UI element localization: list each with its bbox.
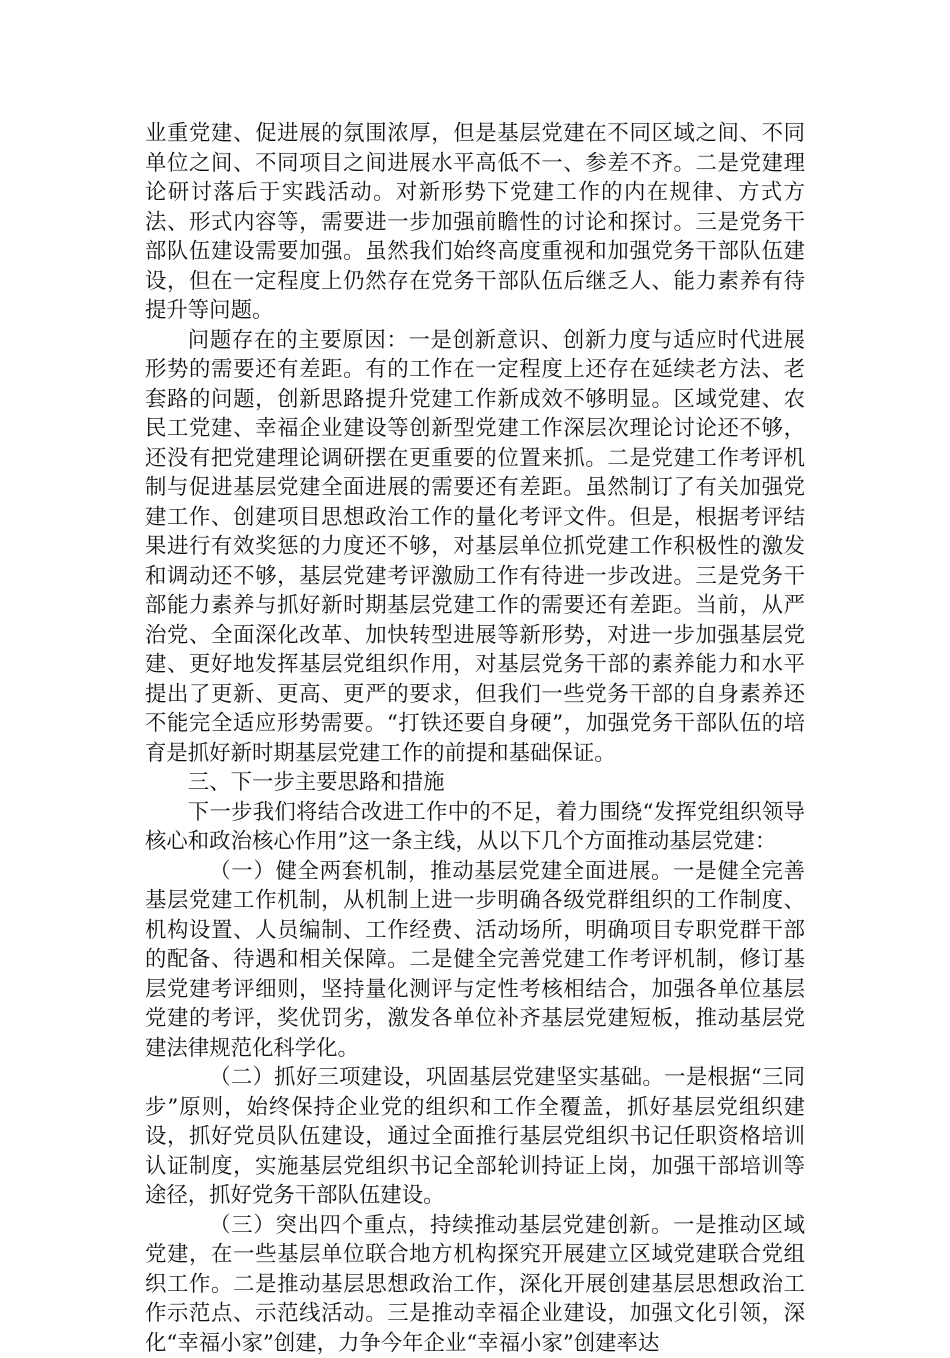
paragraph-item-three: （三）突出四个重点，持续推动基层党建创新。一是推动区域党建，在一些基层单位联合地方机构探究开展建立区域党建联合党组织工作。二是推动基层思想政治工作，深化开展创建基层思想政治工作示范点、示范线活动。三是推动幸福企业建设，加强文化引领，深化“幸福小家”创建，力争今年企业“幸福小家”创建率达 [145,1211,805,1358]
paragraph-item-one: （一）健全两套机制，推动基层党建全面进展。一是健全完善基层党建工作机制，从机制上进一步明确各级党群组织的工作制度、机构设置、人员编制、工作经费、活动场所，明确项目专职党群干部的配备、待遇和相关保障。二是健全完善党建工作考评机制，修订基层党建考评细则，坚持量化测评与定性考核相结合，加强各单位基层党建的考评，奖优罚劣，激发各单位补齐基层党建短板，推动基层党建法律规范化科学化。 [145,857,805,1064]
paragraph-next-steps-intro: 下一步我们将结合改进工作中的不足，着力围绕“发挥党组织领导核心和政治核心作用”这一条主线，从以下几个方面推动基层党建： [145,798,805,857]
document-page [145,119,805,1358]
paragraph-item-two: （二）抓好三项建设，巩固基层党建坚实基础。一是根据“三同步”原则，始终保持企业党的组织和工作全覆盖，抓好基层党组织建设，抓好党员队伍建设，通过全面推行基层党组织书记任职资格培训认证制度，实施基层党组织书记全部轮训持证上岗，加强干部培训等途径，抓好党务干部队伍建设。 [145,1063,805,1211]
paragraph-continuation: 业重党建、促进展的氛围浓厚，但是基层党建在不同区域之间、不同单位之间、不同项目之间进展水平高低不一、参差不齐。二是党建理论研讨落后于实践活动。对新形势下党建工作的内在规律、方式方法、形式内容等，需要进一步加强前瞻性的讨论和探讨。三是党务干部队伍建设需要加强。虽然我们始终高度重视和加强党务干部队伍建设，但在一定程度上仍然存在党务干部队伍后继乏人、能力素养有待提升等问题。 [145,119,805,326]
section-heading: 三、下一步主要思路和措施 [145,768,805,798]
paragraph-problem-causes: 问题存在的主要原因：一是创新意识、创新力度与适应时代进展形势的需要还有差距。有的工作在一定程度上还存在延续老方法、老套路的问题，创新思路提升党建工作新成效不够明显。区域党建、农民工党建、幸福企业建设等创新型党建工作深层次理论讨论还不够，还没有把党建理论调研摆在更重要的位置来抓。二是党建工作考评机制与促进基层党建全面进展的需要还有差距。虽然制订了有关加强党建工作、创建项目思想政治工作的量化考评文件。但是，根据考评结果进行有效奖惩的力度还不够，对基层单位抓党建工作积极性的激发和调动还不够，基层党建考评激励工作有待进一步改进。三是党务干部能力素养与抓好新时期基层党建工作的需要还有差距。当前，从严治党、全面深化改革、加快转型进展等新形势，对进一步加强基层党建、更好地发挥基层党组织作用，对基层党务干部的素养能力和水平提出了更新、更高、更严的要求，但我们一些党务干部的自身素养还不能完全适应形势需要。“打铁还要自身硬”，加强党务干部队伍的培育是抓好新时期基层党建工作的前提和基础保证。 [145,326,805,769]
